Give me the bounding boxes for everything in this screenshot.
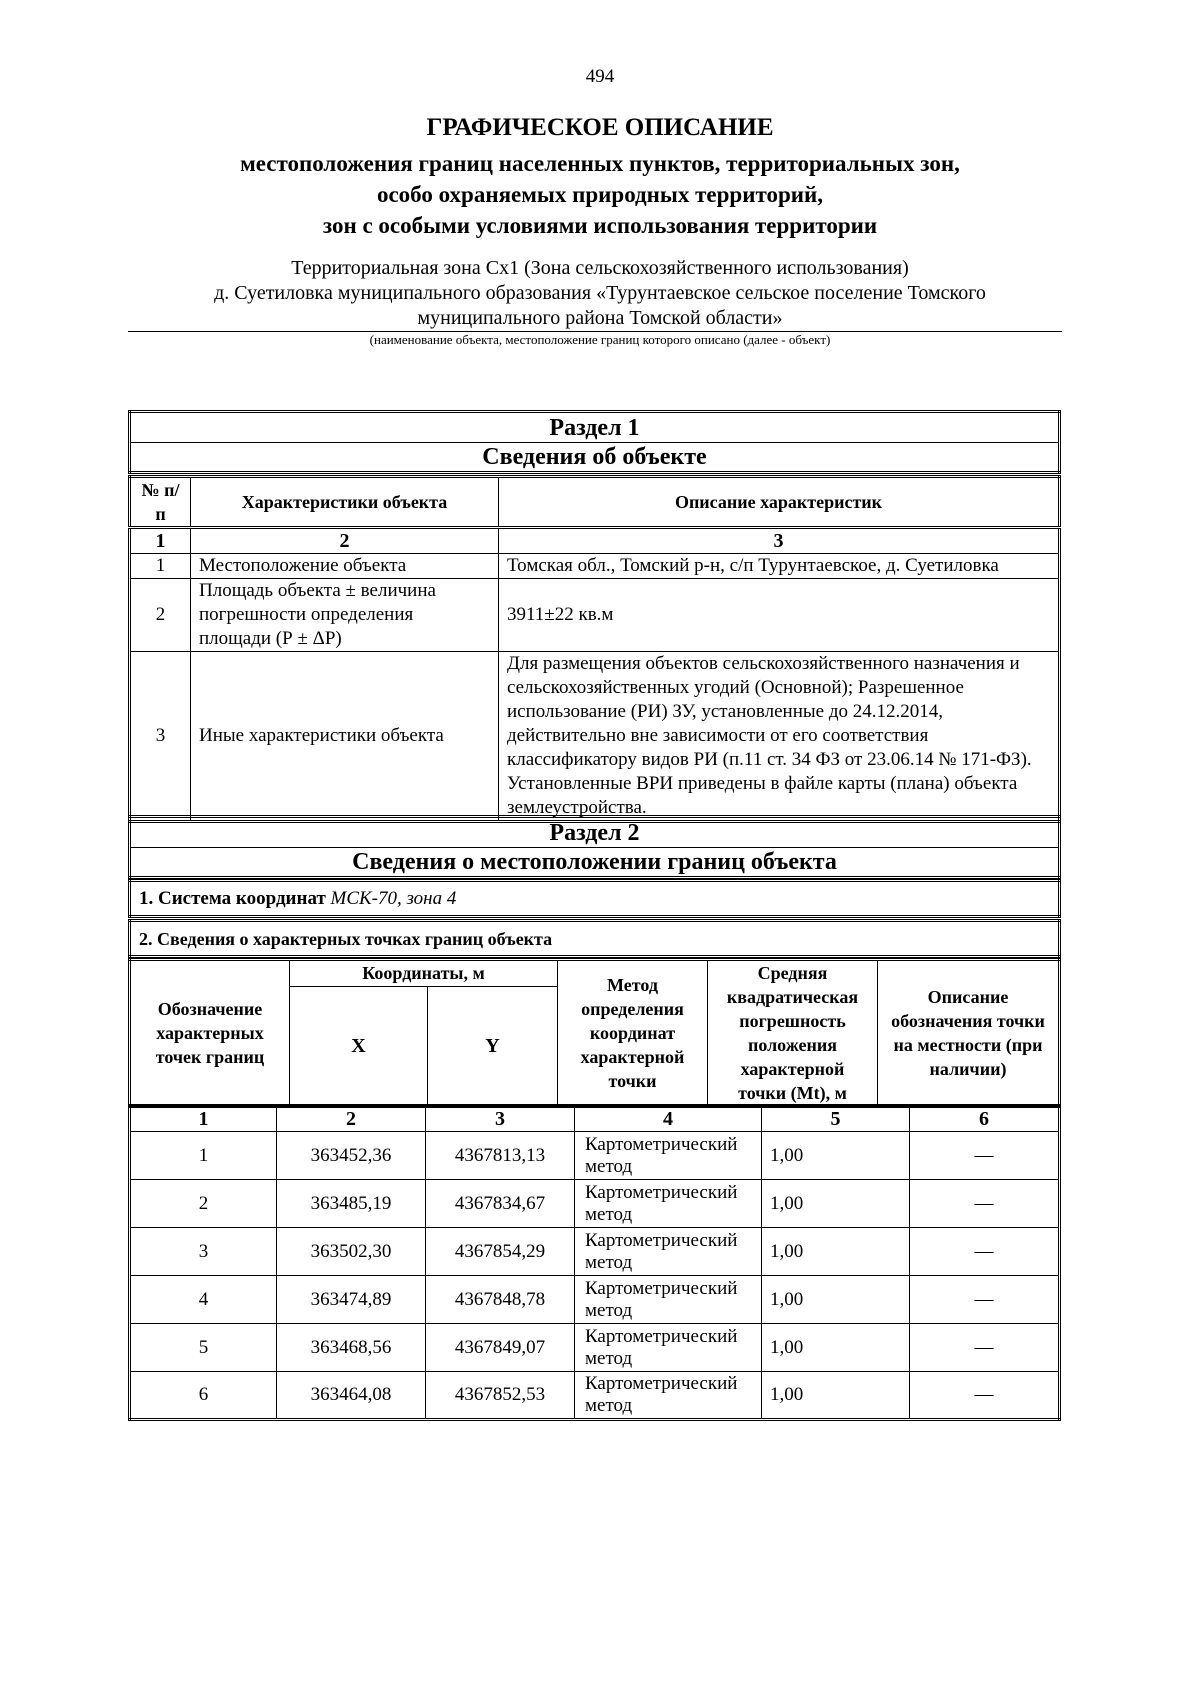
method: Картометрический метод bbox=[575, 1228, 762, 1276]
y-value: 4367854,29 bbox=[426, 1228, 575, 1276]
section2-subtitle: Сведения о местоположении границ объекта bbox=[130, 848, 1060, 878]
page-number: 494 bbox=[585, 66, 615, 87]
table-row bbox=[130, 1132, 1060, 1180]
row-value: Для размещения объектов сельскохозяйственного назначения и сельскохозяйственных угодий (Основной); Разрешенное использование (РИ) ЗУ, установленные до 24.12.2014, действительно вне зависимости от его соответствия классификатору видов РИ (п.11 ст. 34 ФЗ от 23.06.14 № 171-ФЗ). Установленные ВРИ приведены в файле карты (плана) объекта землеустройства. bbox=[499, 652, 1060, 822]
subtitle-line: местоположения границ населенных пунктов, территориальных зон, bbox=[240, 151, 960, 176]
x-value: 363452,36 bbox=[277, 1132, 426, 1180]
table-row bbox=[130, 1276, 1060, 1324]
method: Картометрический метод bbox=[575, 1180, 762, 1228]
row-number: 3 bbox=[130, 652, 191, 822]
header-description: Описание обозначения точки на местности (при наличии) bbox=[878, 960, 1060, 1107]
object-line: д. Суетиловка муниципального образования «Турунтаевское сельское поселение Томского bbox=[214, 282, 986, 304]
method: Картометрический метод bbox=[575, 1276, 762, 1324]
object-line: муниципального района Томской области» bbox=[417, 307, 783, 329]
description: — bbox=[910, 1228, 1060, 1276]
method: Картометрический метод bbox=[575, 1132, 762, 1180]
document-title: ГРАФИЧЕСКОЕ ОПИСАНИЕ bbox=[426, 114, 774, 141]
col-number: 3 bbox=[426, 1106, 575, 1132]
points-table bbox=[128, 1104, 1061, 1421]
point-id: 5 bbox=[130, 1324, 277, 1372]
row-name: Площадь объекта ± величина погрешности определения площади (Р ± ΔР) bbox=[191, 579, 499, 652]
table-row bbox=[130, 554, 1060, 579]
coord-system-value: МСК-70, зона 4 bbox=[330, 887, 457, 909]
col-number: 1 bbox=[130, 528, 191, 554]
error-value: 1,00 bbox=[762, 1132, 910, 1180]
header-error: Средняя квадратическая погрешность положения характерной точки (Mt), м bbox=[708, 960, 878, 1107]
point-id: 2 bbox=[130, 1180, 277, 1228]
section1-table bbox=[128, 475, 1061, 823]
coord-system-label: 1. Система координат bbox=[139, 887, 326, 909]
table-row bbox=[130, 1372, 1060, 1420]
points-label-box bbox=[128, 919, 1061, 958]
col-number: 3 bbox=[499, 528, 1060, 554]
header-y: Y bbox=[428, 986, 558, 1106]
row-number: 2 bbox=[130, 579, 191, 652]
x-value: 363468,56 bbox=[277, 1324, 426, 1372]
coord-system bbox=[128, 879, 1061, 918]
row-number: 1 bbox=[130, 554, 191, 579]
y-value: 4367848,78 bbox=[426, 1276, 575, 1324]
table-row bbox=[130, 652, 1060, 822]
point-id: 4 bbox=[130, 1276, 277, 1324]
header-designation: Обозначение характерных точек границ bbox=[130, 960, 290, 1107]
points-header bbox=[128, 958, 1061, 1108]
point-id: 3 bbox=[130, 1228, 277, 1276]
method: Картометрический метод bbox=[575, 1372, 762, 1420]
error-value: 1,00 bbox=[762, 1276, 910, 1324]
header-method: Метод определения координат характерной точки bbox=[558, 960, 708, 1107]
subtitle-line: особо охраняемых природных территорий, bbox=[376, 182, 824, 207]
y-value: 4367849,07 bbox=[426, 1324, 575, 1372]
description: — bbox=[910, 1324, 1060, 1372]
table-row bbox=[130, 1228, 1060, 1276]
table-row bbox=[130, 579, 1060, 652]
header-characteristic: Характеристики объекта bbox=[191, 477, 499, 528]
section2-title: Раздел 2 bbox=[130, 817, 1060, 848]
header-description: Описание характеристик bbox=[499, 477, 1060, 528]
row-name: Иные характеристики объекта bbox=[191, 652, 499, 822]
table-row bbox=[130, 1324, 1060, 1372]
col-number: 1 bbox=[130, 1106, 277, 1132]
error-value: 1,00 bbox=[762, 1180, 910, 1228]
row-value: 3911±22 кв.м bbox=[499, 579, 1060, 652]
description: — bbox=[910, 1276, 1060, 1324]
description: — bbox=[910, 1180, 1060, 1228]
point-id: 1 bbox=[130, 1132, 277, 1180]
section1-title: Раздел 1 bbox=[130, 412, 1060, 443]
description: — bbox=[910, 1372, 1060, 1420]
points-label: 2. Сведения о характерных точках границ объекта bbox=[130, 921, 1060, 957]
col-number: 4 bbox=[575, 1106, 762, 1132]
x-value: 363485,19 bbox=[277, 1180, 426, 1228]
document-subtitle bbox=[0, 148, 1200, 241]
header-coords: Координаты, м bbox=[290, 960, 558, 987]
section2-header bbox=[128, 815, 1061, 879]
y-value: 4367813,13 bbox=[426, 1132, 575, 1180]
description: — bbox=[910, 1132, 1060, 1180]
x-value: 363464,08 bbox=[277, 1372, 426, 1420]
object-caption: (наименование объекта, местоположение границ которого описано (далее - объект) bbox=[369, 332, 831, 347]
section1-header bbox=[128, 410, 1061, 474]
subtitle-line: зон с особыми условиями использования территории bbox=[322, 213, 878, 238]
section1-subtitle: Сведения об объекте bbox=[130, 443, 1060, 473]
object-line: Территориальная зона Сх1 (Зона сельскохозяйственного использования) bbox=[291, 257, 909, 279]
error-value: 1,00 bbox=[762, 1228, 910, 1276]
error-value: 1,00 bbox=[762, 1372, 910, 1420]
y-value: 4367834,67 bbox=[426, 1180, 575, 1228]
header-number: № п/п bbox=[130, 477, 191, 528]
x-value: 363502,30 bbox=[277, 1228, 426, 1276]
row-name: Местоположение объекта bbox=[191, 554, 499, 579]
col-number: 6 bbox=[910, 1106, 1060, 1132]
col-number: 5 bbox=[762, 1106, 910, 1132]
y-value: 4367852,53 bbox=[426, 1372, 575, 1420]
point-id: 6 bbox=[130, 1372, 277, 1420]
method: Картометрический метод bbox=[575, 1324, 762, 1372]
col-number: 2 bbox=[277, 1106, 426, 1132]
x-value: 363474,89 bbox=[277, 1276, 426, 1324]
table-row bbox=[130, 1180, 1060, 1228]
row-value: Томская обл., Томский р-н, с/п Турунтаевское, д. Суетиловка bbox=[499, 554, 1060, 579]
col-number: 2 bbox=[191, 528, 499, 554]
error-value: 1,00 bbox=[762, 1324, 910, 1372]
object-name bbox=[0, 256, 1200, 331]
header-x: X bbox=[290, 986, 428, 1106]
